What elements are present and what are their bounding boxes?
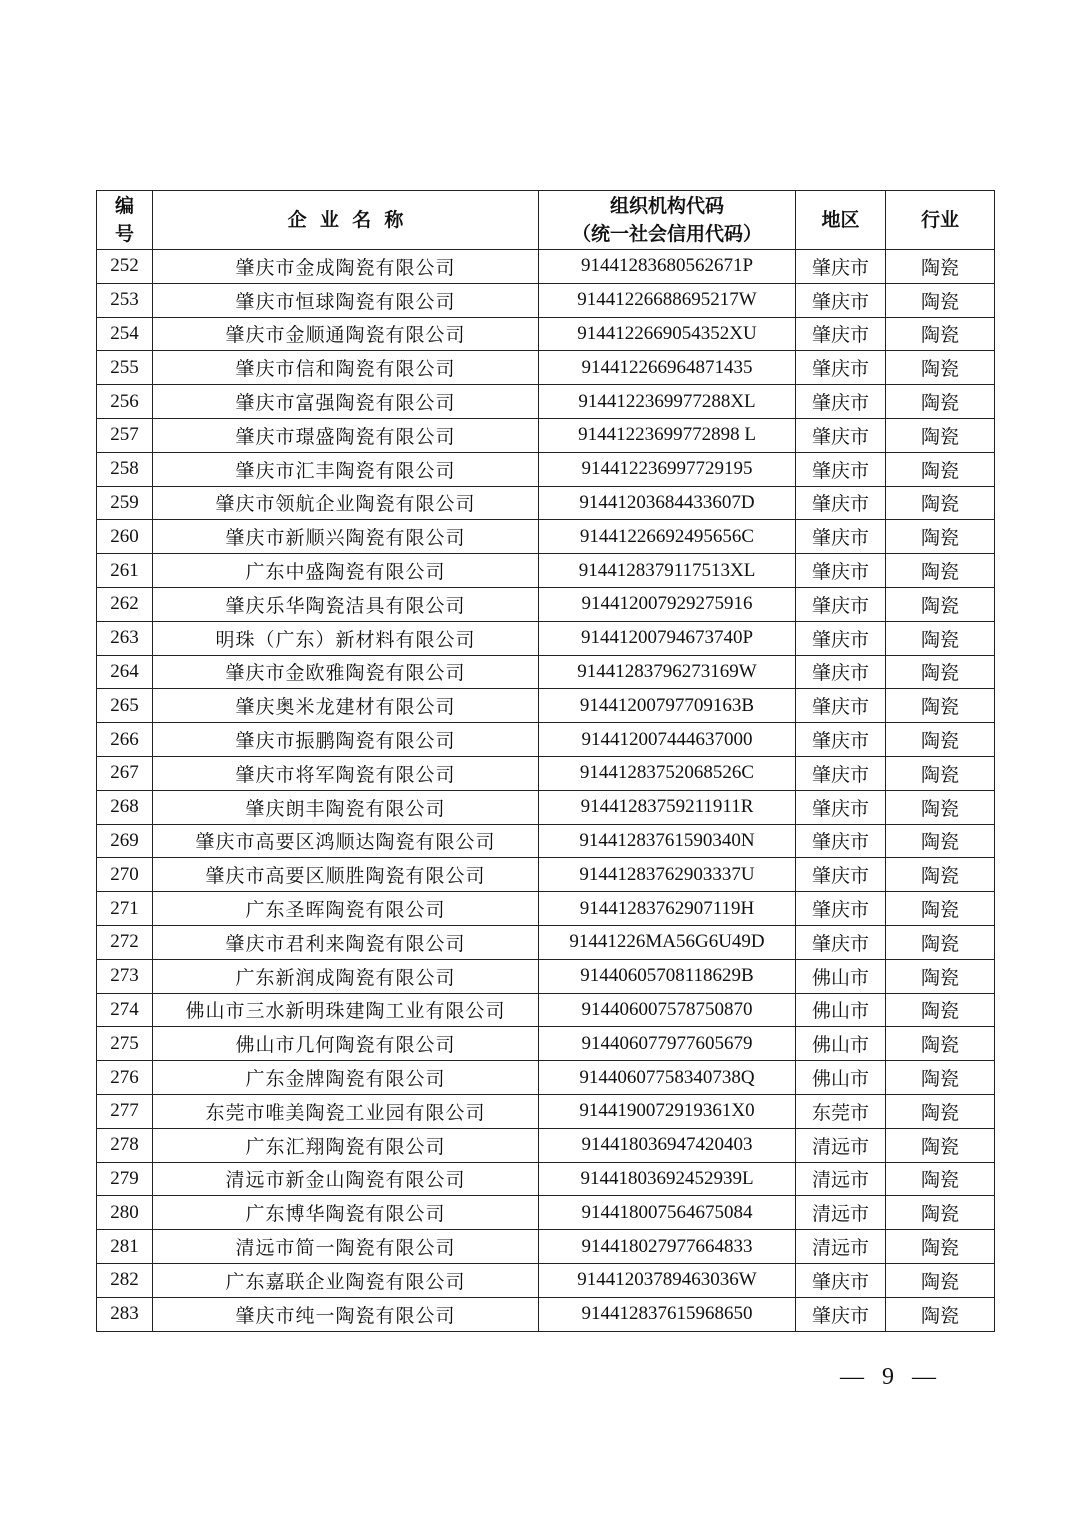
cell-industry: 陶瓷	[886, 621, 995, 655]
table-row	[97, 1061, 995, 1095]
cell-region: 肇庆市	[796, 486, 886, 520]
cell-region: 清远市	[796, 1162, 886, 1196]
cell-industry: 陶瓷	[886, 723, 995, 757]
cell-enterprise-name: 东莞市唯美陶瓷工业园有限公司	[153, 1094, 539, 1128]
cell-industry: 陶瓷	[886, 689, 995, 723]
header-industry: 行业	[886, 191, 995, 250]
cell-enterprise-name: 肇庆奥米龙建材有限公司	[153, 689, 539, 723]
cell-credit-code: 914406077977605679	[539, 1027, 796, 1061]
table-row	[97, 520, 995, 554]
table-row	[97, 385, 995, 419]
cell-number: 271	[97, 892, 153, 926]
cell-number: 268	[97, 790, 153, 824]
cell-credit-code: 914412236997729195	[539, 452, 796, 486]
cell-enterprise-name: 广东金牌陶瓷有限公司	[153, 1061, 539, 1095]
cell-region: 肇庆市	[796, 385, 886, 419]
cell-number: 262	[97, 587, 153, 621]
cell-industry: 陶瓷	[886, 283, 995, 317]
cell-industry: 陶瓷	[886, 1230, 995, 1264]
table-row	[97, 756, 995, 790]
cell-region: 佛山市	[796, 959, 886, 993]
header-number	[97, 191, 153, 250]
table-row	[97, 486, 995, 520]
cell-region: 肇庆市	[796, 587, 886, 621]
table-row	[97, 655, 995, 689]
cell-credit-code: 9144122369977288XL	[539, 385, 796, 419]
cell-region: 肇庆市	[796, 283, 886, 317]
cell-enterprise-name: 肇庆市金欧雅陶瓷有限公司	[153, 655, 539, 689]
cell-credit-code: 914412266964871435	[539, 351, 796, 385]
cell-number: 257	[97, 418, 153, 452]
cell-credit-code: 91441203789463036W	[539, 1263, 796, 1297]
cell-region: 肇庆市	[796, 418, 886, 452]
cell-industry: 陶瓷	[886, 452, 995, 486]
table-row	[97, 824, 995, 858]
cell-credit-code: 91441200797709163B	[539, 689, 796, 723]
table-row	[97, 452, 995, 486]
table-row	[97, 925, 995, 959]
cell-industry: 陶瓷	[886, 959, 995, 993]
cell-industry: 陶瓷	[886, 317, 995, 351]
table-row	[97, 351, 995, 385]
cell-number: 254	[97, 317, 153, 351]
cell-number: 273	[97, 959, 153, 993]
cell-region: 肇庆市	[796, 520, 886, 554]
cell-enterprise-name: 广东中盛陶瓷有限公司	[153, 554, 539, 588]
cell-enterprise-name: 广东新润成陶瓷有限公司	[153, 959, 539, 993]
cell-number: 258	[97, 452, 153, 486]
cell-enterprise-name: 肇庆市信和陶瓷有限公司	[153, 351, 539, 385]
cell-credit-code: 91441283759211911R	[539, 790, 796, 824]
table-row	[97, 587, 995, 621]
cell-enterprise-name: 肇庆市恒球陶瓷有限公司	[153, 283, 539, 317]
page-number: — 9 —	[840, 1364, 942, 1390]
header-name	[153, 191, 539, 250]
cell-enterprise-name: 广东汇翔陶瓷有限公司	[153, 1128, 539, 1162]
cell-region: 肇庆市	[796, 824, 886, 858]
cell-number: 282	[97, 1263, 153, 1297]
cell-enterprise-name: 广东嘉联企业陶瓷有限公司	[153, 1263, 539, 1297]
cell-industry: 陶瓷	[886, 1061, 995, 1095]
cell-number: 255	[97, 351, 153, 385]
cell-number: 280	[97, 1196, 153, 1230]
cell-industry: 陶瓷	[886, 925, 995, 959]
table-row	[97, 1297, 995, 1331]
cell-number: 259	[97, 486, 153, 520]
cell-industry: 陶瓷	[886, 418, 995, 452]
cell-region: 肇庆市	[796, 892, 886, 926]
cell-region: 肇庆市	[796, 452, 886, 486]
header-number-line1: 编	[114, 195, 134, 217]
cell-industry: 陶瓷	[886, 892, 995, 926]
table-row	[97, 993, 995, 1027]
cell-number: 265	[97, 689, 153, 723]
table-row	[97, 1027, 995, 1061]
cell-enterprise-name: 肇庆市富强陶瓷有限公司	[153, 385, 539, 419]
cell-credit-code: 91441203684433607D	[539, 486, 796, 520]
cell-credit-code: 91441226MA56G6U49D	[539, 925, 796, 959]
cell-region: 肇庆市	[796, 554, 886, 588]
cell-number: 275	[97, 1027, 153, 1061]
cell-industry: 陶瓷	[886, 655, 995, 689]
cell-region: 肇庆市	[796, 858, 886, 892]
table-row	[97, 1196, 995, 1230]
cell-region: 肇庆市	[796, 621, 886, 655]
cell-enterprise-name: 广东博华陶瓷有限公司	[153, 1196, 539, 1230]
cell-region: 佛山市	[796, 993, 886, 1027]
cell-credit-code: 91441283680562671P	[539, 250, 796, 284]
cell-number: 279	[97, 1162, 153, 1196]
cell-region: 清远市	[796, 1196, 886, 1230]
cell-industry: 陶瓷	[886, 385, 995, 419]
enterprise-table	[96, 190, 995, 1332]
cell-credit-code: 91441226692495656C	[539, 520, 796, 554]
cell-number: 253	[97, 283, 153, 317]
cell-industry: 陶瓷	[886, 1196, 995, 1230]
cell-enterprise-name: 肇庆乐华陶瓷洁具有限公司	[153, 587, 539, 621]
cell-credit-code: 91441226688695217W	[539, 283, 796, 317]
table-row	[97, 790, 995, 824]
cell-region: 东莞市	[796, 1094, 886, 1128]
cell-industry: 陶瓷	[886, 790, 995, 824]
cell-credit-code: 9144128379117513XL	[539, 554, 796, 588]
cell-enterprise-name: 明珠（广东）新材料有限公司	[153, 621, 539, 655]
cell-credit-code: 91440607758340738Q	[539, 1061, 796, 1095]
table-row	[97, 1094, 995, 1128]
cell-enterprise-name: 肇庆市高要区顺胜陶瓷有限公司	[153, 858, 539, 892]
table-body	[97, 250, 995, 1332]
cell-enterprise-name: 肇庆市君利来陶瓷有限公司	[153, 925, 539, 959]
cell-enterprise-name: 肇庆市汇丰陶瓷有限公司	[153, 452, 539, 486]
table-row	[97, 283, 995, 317]
table-row	[97, 858, 995, 892]
header-number-line2: 号	[114, 223, 134, 245]
cell-credit-code: 91441223699772898 L	[539, 418, 796, 452]
cell-industry: 陶瓷	[886, 1263, 995, 1297]
table-header-row	[97, 191, 995, 250]
cell-number: 264	[97, 655, 153, 689]
header-code-line1: 组织机构代码	[609, 195, 724, 217]
cell-industry: 陶瓷	[886, 351, 995, 385]
cell-credit-code: 91441200794673740P	[539, 621, 796, 655]
cell-credit-code: 914418027977664833	[539, 1230, 796, 1264]
cell-enterprise-name: 肇庆市新顺兴陶瓷有限公司	[153, 520, 539, 554]
cell-industry: 陶瓷	[886, 486, 995, 520]
cell-region: 肇庆市	[796, 723, 886, 757]
cell-credit-code: 91441803692452939L	[539, 1162, 796, 1196]
cell-credit-code: 914412007444637000	[539, 723, 796, 757]
table-row	[97, 250, 995, 284]
cell-number: 278	[97, 1128, 153, 1162]
cell-industry: 陶瓷	[886, 993, 995, 1027]
cell-region: 清远市	[796, 1230, 886, 1264]
cell-credit-code: 91440605708118629B	[539, 959, 796, 993]
cell-number: 263	[97, 621, 153, 655]
cell-industry: 陶瓷	[886, 554, 995, 588]
cell-credit-code: 914406007578750870	[539, 993, 796, 1027]
cell-number: 274	[97, 993, 153, 1027]
cell-credit-code: 914412007929275916	[539, 587, 796, 621]
cell-region: 肇庆市	[796, 689, 886, 723]
header-region: 地区	[796, 191, 886, 250]
cell-industry: 陶瓷	[886, 824, 995, 858]
cell-enterprise-name: 肇庆朗丰陶瓷有限公司	[153, 790, 539, 824]
cell-region: 清远市	[796, 1128, 886, 1162]
header-name-text: 企 业 名 称	[287, 209, 404, 231]
cell-industry: 陶瓷	[886, 858, 995, 892]
table-row	[97, 1263, 995, 1297]
cell-industry: 陶瓷	[886, 1094, 995, 1128]
cell-enterprise-name: 肇庆市纯一陶瓷有限公司	[153, 1297, 539, 1331]
cell-industry: 陶瓷	[886, 520, 995, 554]
cell-credit-code: 9144190072919361X0	[539, 1094, 796, 1128]
cell-region: 肇庆市	[796, 1297, 886, 1331]
cell-credit-code: 91441283762907119H	[539, 892, 796, 926]
cell-industry: 陶瓷	[886, 1128, 995, 1162]
cell-industry: 陶瓷	[886, 587, 995, 621]
cell-region: 佛山市	[796, 1061, 886, 1095]
cell-region: 肇庆市	[796, 317, 886, 351]
cell-enterprise-name: 肇庆市璟盛陶瓷有限公司	[153, 418, 539, 452]
table-row	[97, 418, 995, 452]
cell-number: 252	[97, 250, 153, 284]
cell-number: 260	[97, 520, 153, 554]
table-row	[97, 723, 995, 757]
cell-region: 肇庆市	[796, 351, 886, 385]
cell-credit-code: 914418036947420403	[539, 1128, 796, 1162]
cell-industry: 陶瓷	[886, 250, 995, 284]
cell-number: 272	[97, 925, 153, 959]
cell-enterprise-name: 肇庆市金顺通陶瓷有限公司	[153, 317, 539, 351]
cell-enterprise-name: 肇庆市高要区鸿顺达陶瓷有限公司	[153, 824, 539, 858]
cell-enterprise-name: 肇庆市金成陶瓷有限公司	[153, 250, 539, 284]
table-row	[97, 1162, 995, 1196]
table-row	[97, 554, 995, 588]
cell-industry: 陶瓷	[886, 756, 995, 790]
cell-region: 肇庆市	[796, 790, 886, 824]
cell-enterprise-name: 佛山市三水新明珠建陶工业有限公司	[153, 993, 539, 1027]
cell-number: 269	[97, 824, 153, 858]
table-row	[97, 892, 995, 926]
cell-enterprise-name: 佛山市几何陶瓷有限公司	[153, 1027, 539, 1061]
cell-credit-code: 914418007564675084	[539, 1196, 796, 1230]
header-code-line2: （统一社会信用代码）	[571, 223, 762, 245]
cell-enterprise-name: 广东圣晖陶瓷有限公司	[153, 892, 539, 926]
cell-region: 肇庆市	[796, 1263, 886, 1297]
cell-industry: 陶瓷	[886, 1027, 995, 1061]
cell-region: 肇庆市	[796, 925, 886, 959]
cell-region: 肇庆市	[796, 655, 886, 689]
table-row	[97, 689, 995, 723]
cell-industry: 陶瓷	[886, 1297, 995, 1331]
cell-credit-code: 91441283796273169W	[539, 655, 796, 689]
cell-enterprise-name: 肇庆市领航企业陶瓷有限公司	[153, 486, 539, 520]
cell-number: 276	[97, 1061, 153, 1095]
table-row	[97, 1230, 995, 1264]
cell-enterprise-name: 肇庆市振鹏陶瓷有限公司	[153, 723, 539, 757]
table-row	[97, 317, 995, 351]
cell-credit-code: 91441283752068526C	[539, 756, 796, 790]
cell-number: 266	[97, 723, 153, 757]
cell-credit-code: 91441283762903337U	[539, 858, 796, 892]
cell-number: 277	[97, 1094, 153, 1128]
table-row	[97, 959, 995, 993]
cell-region: 肇庆市	[796, 250, 886, 284]
cell-number: 256	[97, 385, 153, 419]
cell-number: 261	[97, 554, 153, 588]
cell-industry: 陶瓷	[886, 1162, 995, 1196]
header-code	[539, 191, 796, 250]
cell-region: 肇庆市	[796, 756, 886, 790]
cell-enterprise-name: 清远市新金山陶瓷有限公司	[153, 1162, 539, 1196]
table-row	[97, 621, 995, 655]
cell-enterprise-name: 清远市简一陶瓷有限公司	[153, 1230, 539, 1264]
cell-number: 283	[97, 1297, 153, 1331]
cell-region: 佛山市	[796, 1027, 886, 1061]
cell-number: 267	[97, 756, 153, 790]
table-row	[97, 1128, 995, 1162]
cell-enterprise-name: 肇庆市将军陶瓷有限公司	[153, 756, 539, 790]
cell-number: 270	[97, 858, 153, 892]
cell-credit-code: 91441283761590340N	[539, 824, 796, 858]
cell-number: 281	[97, 1230, 153, 1264]
cell-credit-code: 9144122669054352XU	[539, 317, 796, 351]
cell-credit-code: 914412837615968650	[539, 1297, 796, 1331]
